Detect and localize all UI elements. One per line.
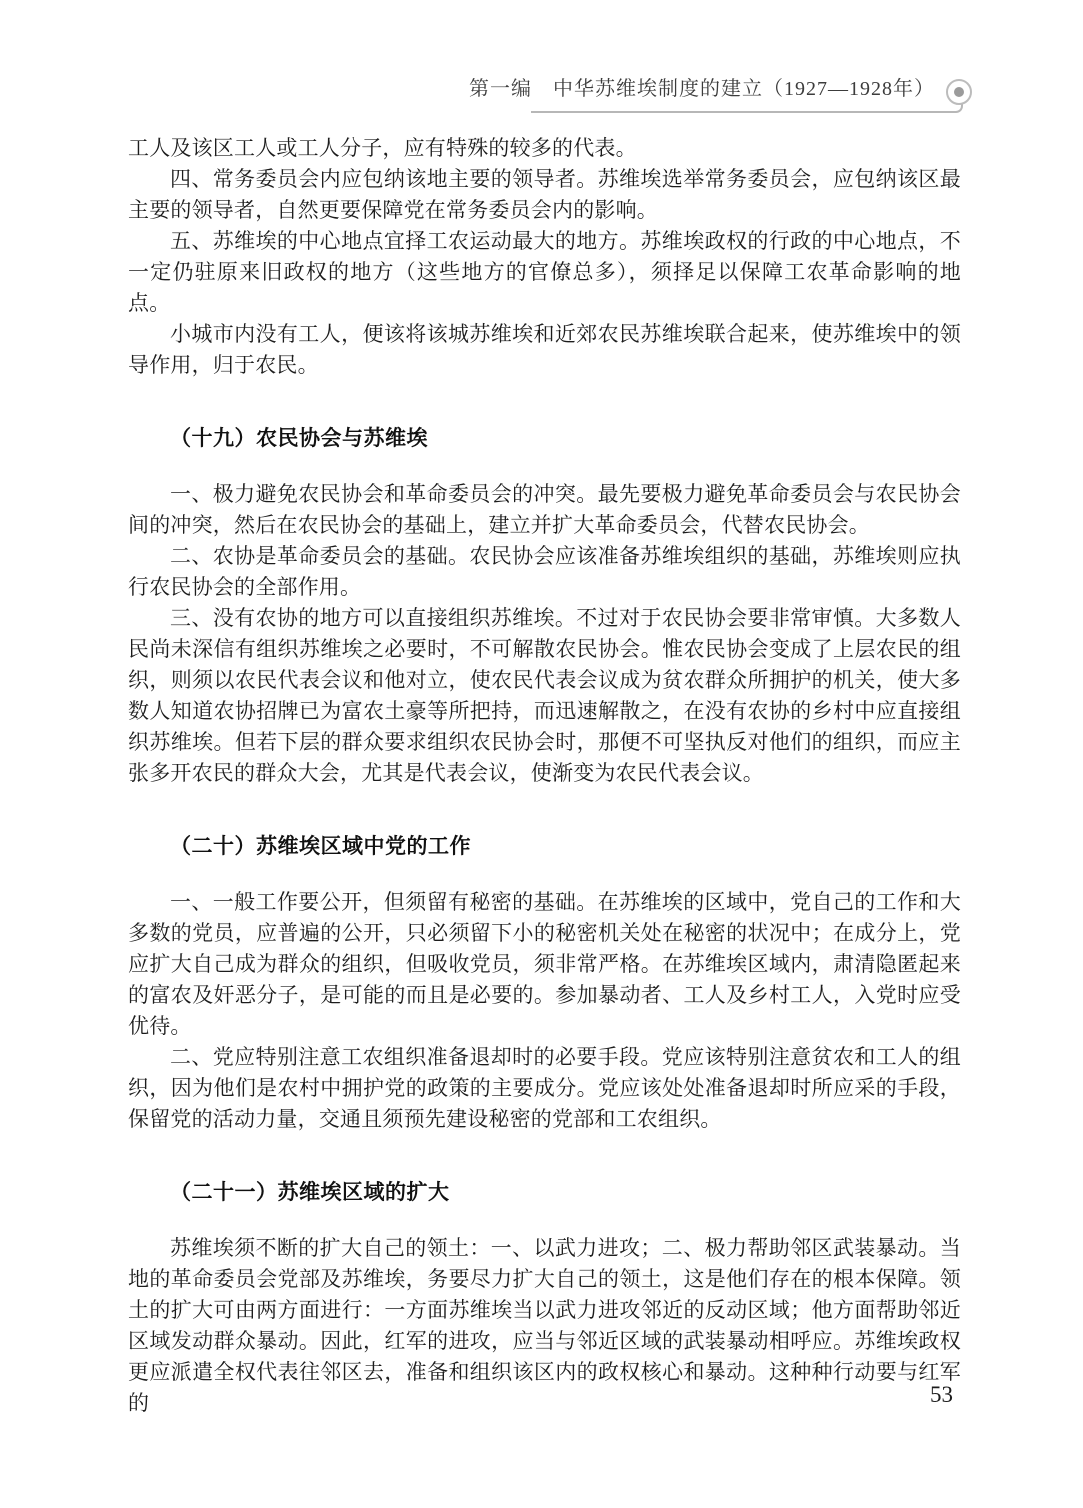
body-paragraph: 一、一般工作要公开，但须留有秘密的基础。在苏维埃的区域中，党自己的工作和大多数的党员，应普遍的公开，只必须留下小的秘密机关处在秘密的状况中；在成分上，党应扩大自己成为群众的组织，但吸收党员，须非常严格。在苏维埃区域内，肃清隐匿起来的富农及奸恶分子，是可能的而且是必要的。参加暴动者、工人及乡村工人，入党时应受优待。 [128,890,961,1038]
body-paragraph: 二、党应特别注意工农组织准备退却时的必要手段。党应该特别注意贫农和工人的组织，因为他们是农村中拥护党的政策的主要成分。党应该处处准备退却时所应采的手段，保留党的活动力量，交通且须预先建设秘密的党部和工农组织。 [128,1045,961,1131]
running-header-title: 第一编 中华苏维埃制度的建立（1927—1928年） [469,78,935,100]
body-paragraph: 四、常务委员会内应包纳该地主要的领导者。苏维埃选举常务委员会，应包纳该区最主要的领导者，自然更要保障党在常务委员会内的影响。 [128,167,961,222]
body-blocks [128,133,961,1419]
body-paragraph: 苏维埃须不断的扩大自己的领土：一、以武力进攻；二、极力帮助邻区武装暴动。当地的革命委员会党部及苏维埃，务要尽力扩大自己的领土，这是他们存在的根本保障。领土的扩大可由两方面进行：一方面苏维埃当以武力进攻邻近的反动区域；他方面帮助邻近区域发动群众暴动。因此，红军的进攻，应当与邻近区域的武装暴动相呼应。苏维埃政权更应派遣全权代表往邻区去，准备和组织该区内的政权核心和暴动。这种种行动要与红军的 [128,1236,961,1415]
section-heading: （二十一）苏维埃区域的扩大 [170,1180,450,1204]
body-paragraph: 三、没有农协的地方可以直接组织苏维埃。不过对于农民协会要非常审慎。大多数人民尚未深信有组织苏维埃之必要时，不可解散农民协会。惟农民协会变成了上层农民的组织，则须以农民代表会议和他对立，使农民代表会议成为贫农群众所拥护的机关，使大多数人知道农协招牌已为富农土豪等所把持，而迅速解散之，在没有农协的乡村中应直接组织苏维埃。但若下层的群众要求组织农民协会时，那便不可坚执反对他们的组织，而应主张多开农民的群众大会，尤其是代表会议，使渐变为农民代表会议。 [128,606,961,785]
section-heading: （二十）苏维埃区域中党的工作 [170,834,471,858]
body-paragraph: 二、农协是革命委员会的基础。农民协会应该准备苏维埃组织的基础，苏维埃则应执行农民协会的全部作用。 [128,544,961,599]
section-heading: （十九）农民协会与苏维埃 [170,426,428,450]
body-paragraph: 小城市内没有工人，便该将该城苏维埃和近郊农民苏维埃联合起来，使苏维埃中的领导作用，归于农民。 [128,322,961,377]
body-paragraph: 工人及该区工人或工人分子，应有特殊的较多的代表。 [128,136,637,160]
body-paragraph: 五、苏维埃的中心地点宜择工农运动最大的地方。苏维埃政权的行政的中心地点，不一定仍驻原来旧政权的地方（这些地方的官僚总多），须择足以保障工农革命影响的地点。 [128,229,961,315]
bullseye-dot [954,87,964,97]
bullseye-icon [946,79,972,105]
body-paragraph: 一、极力避免农民协会和革命委员会的冲突。最先要极力避免革命委员会与农民协会间的冲突，然后在农民协会的基础上，建立并扩大革命委员会，代替农民协会。 [128,482,961,537]
page-number: 53 [930,1382,953,1407]
header-rule [531,101,963,113]
